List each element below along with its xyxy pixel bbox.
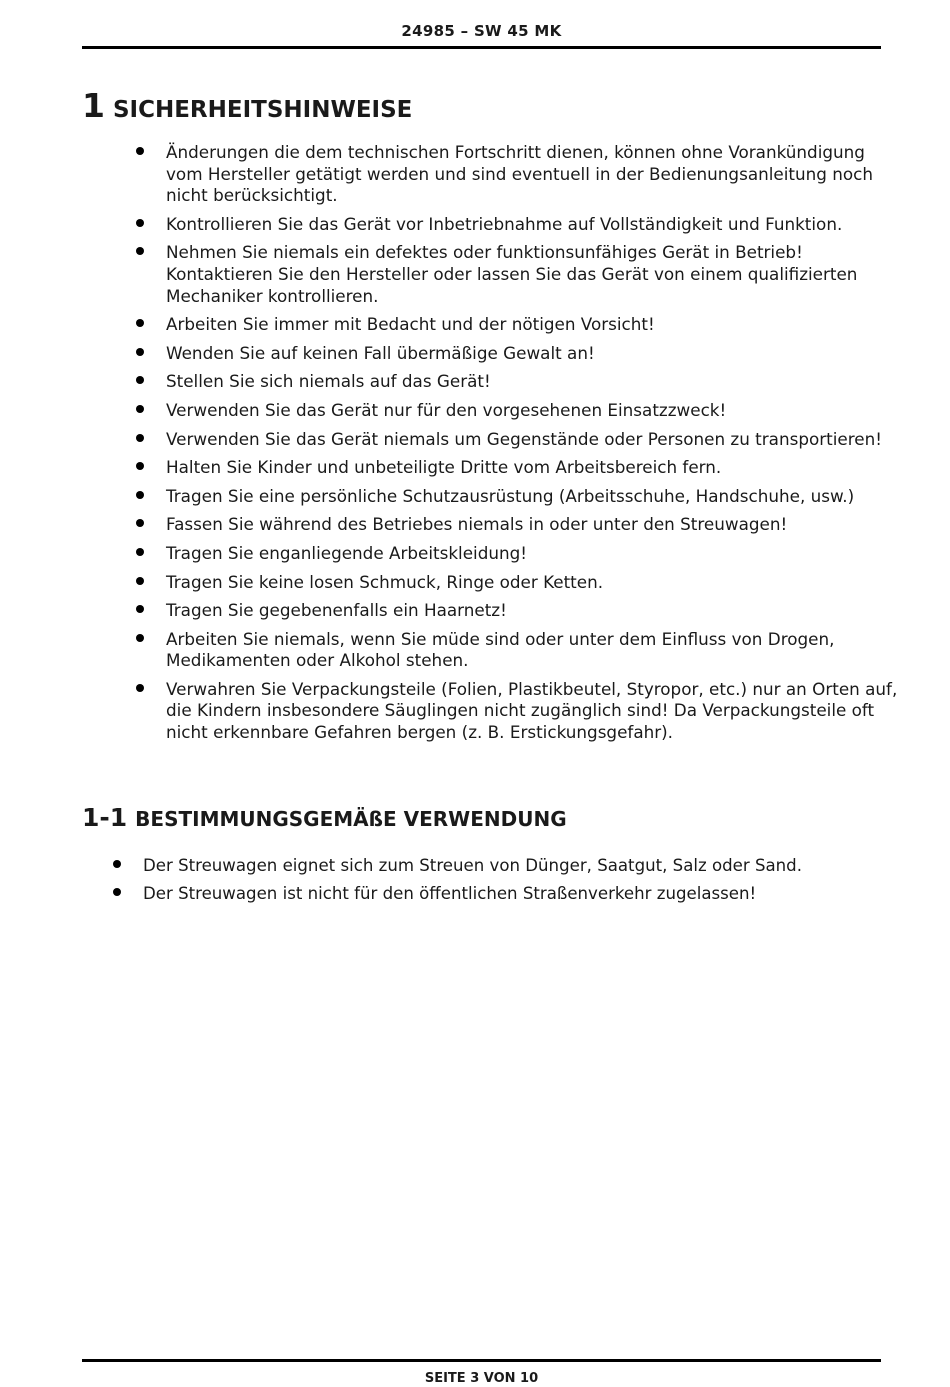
bullet-icon [136,376,144,384]
list-item [136,242,906,307]
list-item-text: Tragen Sie enganliegende Arbeitskleidung! [166,542,528,563]
list-item [136,400,906,422]
list-item-text: Änderungen die dem technischen Fortschritt dienen, können ohne Vorankündigung vom Hersteller getätigt werden und sind eventuell in der Bedienungsanleitung noch nicht berücksichtigt. [166,142,873,206]
page-header-title: 24985 – SW 45 MK [401,22,562,40]
bullet-icon [136,491,144,499]
list-item-text: Tragen Sie keine losen Schmuck, Ringe oder Ketten. [166,571,604,592]
bullet-icon [113,888,121,896]
section-heading-safety [82,86,412,125]
list-item [113,883,903,904]
intended-use-list [113,855,903,911]
footer-rule [82,1359,881,1362]
bullet-icon [136,577,144,585]
list-item [136,600,906,622]
section-title: BESTIMMUNGSGEMÄßE VERWENDUNG [135,807,567,831]
list-item [136,429,906,451]
bullet-icon [136,247,144,255]
list-item [136,486,906,508]
list-item-text: Tragen Sie gegebenenfalls ein Haarnetz! [166,600,507,621]
list-item-text: Verwenden Sie das Gerät niemals um Gegenstände oder Personen zu transportieren! [166,428,882,449]
bullet-icon [136,434,144,442]
list-item [136,629,906,672]
list-item-text: Fassen Sie während des Betriebes niemals in oder unter den Streuwagen! [166,514,788,535]
bullet-icon [136,519,144,527]
list-item-text: Der Streuwagen eignet sich zum Streuen von Dünger, Saatgut, Salz oder Sand. [143,856,802,875]
bullet-icon [136,462,144,470]
bullet-icon [136,348,144,356]
list-item-text: Der Streuwagen ist nicht für den öffentlichen Straßenverkehr zugelassen! [143,884,757,903]
list-item-text: Wenden Sie auf keinen Fall übermäßige Gewalt an! [166,342,595,363]
section-number: 1 [82,86,105,125]
list-item [113,855,903,876]
list-item-text: Arbeiten Sie immer mit Bedacht und der nötigen Vorsicht! [166,314,655,335]
section-number: 1-1 [82,803,128,832]
bullet-icon [136,147,144,155]
bullet-icon [136,684,144,692]
list-item [136,543,906,565]
list-item [136,214,906,236]
bullet-icon [136,548,144,556]
bullet-icon [136,634,144,642]
list-item [136,371,906,393]
bullet-icon [136,319,144,327]
list-item-text: Stellen Sie sich niemals auf das Gerät! [166,371,491,392]
list-item [136,314,906,336]
bullet-icon [136,405,144,413]
list-item-text: Kontrollieren Sie das Gerät vor Inbetriebnahme auf Vollständigkeit und Funktion. [166,213,843,234]
list-item [136,679,906,744]
safety-instructions-list [136,142,906,751]
list-item-text: Tragen Sie eine persönliche Schutzausrüstung (Arbeitsschuhe, Handschuhe, usw.) [166,485,855,506]
section-title: SICHERHEITSHINWEISE [112,97,413,123]
page-number: SEITE 3 VON 10 [424,1371,539,1386]
list-item [136,514,906,536]
list-item-text: Verwenden Sie das Gerät nur für den vorgesehenen Einsatzzweck! [166,399,727,420]
list-item-text: Halten Sie Kinder und unbeteiligte Dritte vom Arbeitsbereich fern. [166,457,722,478]
bullet-icon [113,860,121,868]
header-rule [82,46,881,49]
list-item [136,572,906,594]
list-item [136,457,906,479]
list-item-text: Nehmen Sie niemals ein defektes oder funktionsunfähiges Gerät in Betrieb! Kontaktieren Sie den Hersteller oder lassen Sie das Gerät von einem qualifizierten Mechaniker kontrollieren. [166,242,858,306]
list-item [136,343,906,365]
list-item-text: Verwahren Sie Verpackungsteile (Folien, Plastikbeutel, Styropor, etc.) nur an Orten auf, die Kindern insbesondere Säuglingen nicht zugänglich sind! Da Verpackungsteile oft nicht erkennbare Gefahren bergen (z. B. Erstickungsgefahr). [166,678,898,743]
bullet-icon [136,219,144,227]
list-item-text: Arbeiten Sie niemals, wenn Sie müde sind oder unter dem Einfluss von Drogen, Medikamenten oder Alkohol stehen. [166,628,835,671]
list-item [136,142,906,207]
bullet-icon [136,605,144,613]
section-heading-intended-use [82,803,567,832]
